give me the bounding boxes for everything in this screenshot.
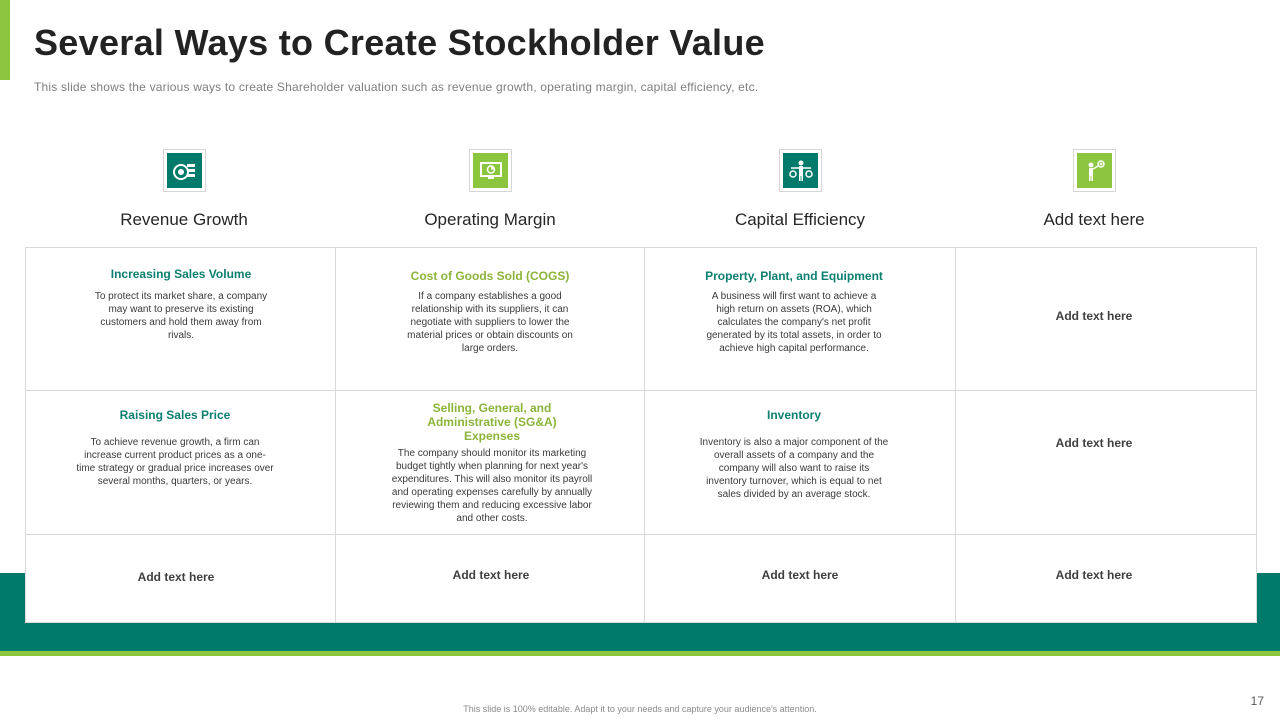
column-heading-add-text: Add text here xyxy=(1043,210,1145,229)
slide-title: Several Ways to Create Stockholder Value xyxy=(34,22,765,63)
cell-title: Cost of Goods Sold (COGS) xyxy=(410,269,570,283)
column-divider xyxy=(955,248,956,622)
cell-add-text: Add text here xyxy=(452,568,530,582)
cell-body: If a company establishes a good relationship with its suppliers, it can negotiate with suppliers to lower the material prices or obtain discounts on large orders. xyxy=(407,291,573,354)
cell-cogs xyxy=(390,269,590,355)
column-divider xyxy=(644,248,645,622)
cell-title: Increasing Sales Volume xyxy=(110,267,252,281)
capital-efficiency-icon-box xyxy=(779,149,822,192)
cell-body: A business will first want to achieve a high return on assets (ROA), which calculates the company's net profit generated by its total assets, in order to achieve high capital performance. xyxy=(706,291,882,354)
value-table xyxy=(25,247,1257,623)
coins-stack-icon xyxy=(167,153,202,188)
cell-increasing-sales-volume xyxy=(81,267,281,342)
balance-person-icon xyxy=(783,153,818,188)
cell-add-text: Add text here xyxy=(137,570,215,584)
cell-body: To protect its market share, a company may want to preserve its existing customers and hold them away from rivals. xyxy=(94,291,268,341)
add-text-icon-box xyxy=(1073,149,1116,192)
cell-title: Raising Sales Price xyxy=(119,408,231,422)
slide-subtitle: This slide shows the various ways to create Shareholder valuation such as revenue growth, operating margin, capital efficiency, etc. xyxy=(34,80,759,94)
cell-inventory xyxy=(694,408,894,501)
column-heading-operating-margin: Operating Margin xyxy=(424,210,556,229)
monitor-chart-icon xyxy=(473,153,508,188)
cell-property-plant-equipment xyxy=(679,269,909,355)
cell-body: To achieve revenue growth, a firm can increase current product prices as a one-time strategy or gradual price increases over several months, quarters, or years. xyxy=(76,437,274,487)
person-idea-icon xyxy=(1077,153,1112,188)
cell-title: Inventory xyxy=(766,408,821,422)
footer-note: This slide is 100% editable. Adapt it to your needs and capture your audience's attention. xyxy=(463,704,817,714)
column-heading-revenue-growth: Revenue Growth xyxy=(120,210,248,229)
cell-add-text: Add text here xyxy=(1055,309,1133,323)
cell-title: Selling, General, and Administrative (SG&A) Expenses xyxy=(427,401,557,443)
title-accent-bar xyxy=(0,0,10,80)
cell-raising-sales-price xyxy=(75,408,275,488)
operating-margin-icon-box xyxy=(469,149,512,192)
row-divider xyxy=(26,390,1256,391)
cell-add-text: Add text here xyxy=(761,568,839,582)
cell-sga-expenses xyxy=(390,401,594,525)
cell-body: The company should monitor its marketing budget tightly when planning for next year's expenditures. This will also monitor its payroll and operating expenses carefully by annually reviewing them and reducing excessive labor and other costs. xyxy=(391,448,593,524)
page-number: 17 xyxy=(1250,694,1264,708)
revenue-growth-icon-box xyxy=(163,149,206,192)
column-divider xyxy=(335,248,336,622)
cell-add-text: Add text here xyxy=(1055,436,1133,450)
column-heading-capital-efficiency: Capital Efficiency xyxy=(734,210,866,229)
cell-title: Property, Plant, and Equipment xyxy=(705,269,883,283)
cell-add-text: Add text here xyxy=(1055,568,1133,582)
row-divider xyxy=(26,534,1256,535)
cell-body: Inventory is also a major component of the overall assets of a company and the company will also want to raise its inventory turnover, which is equal to net sales divided by an average stock. xyxy=(699,437,889,500)
green-band xyxy=(0,651,1280,656)
